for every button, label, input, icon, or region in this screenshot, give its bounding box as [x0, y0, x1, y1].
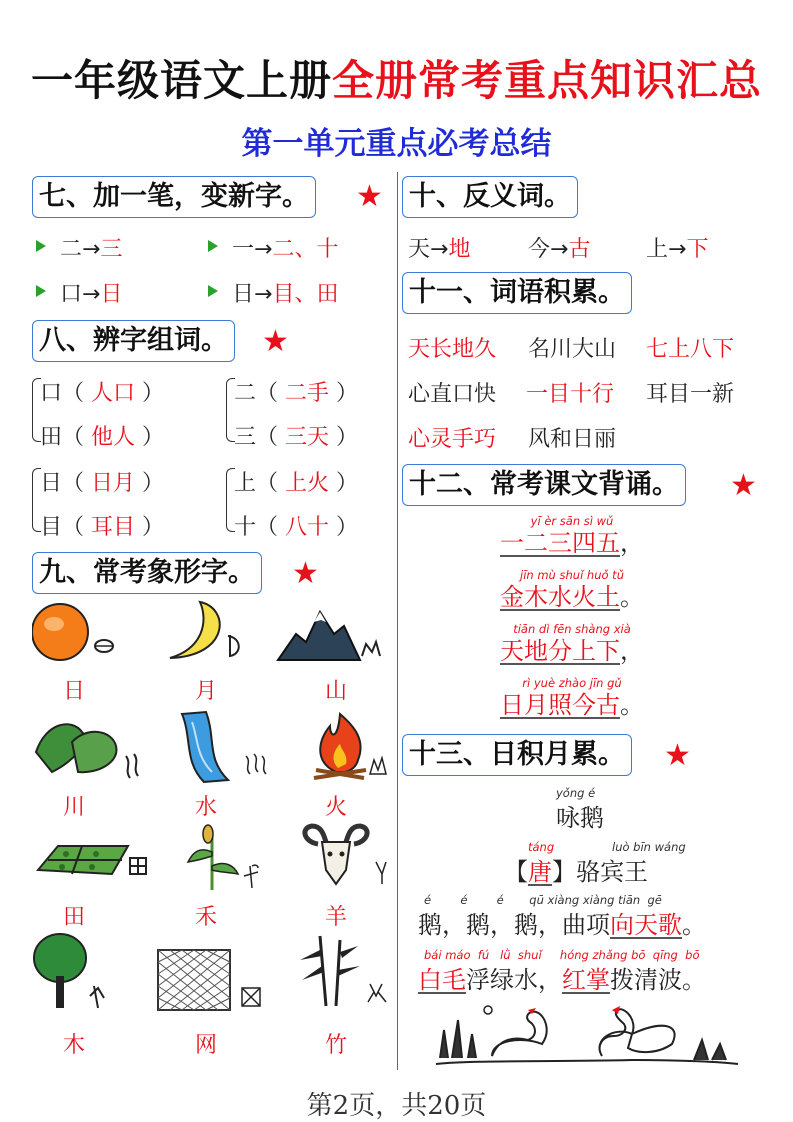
recite-line: rì yuè zhào jīn gǔ 日月照今古。 — [500, 676, 644, 719]
sheep-icon — [296, 822, 392, 890]
bullet-triangle-icon — [208, 240, 218, 252]
dynasty-pinyin: táng — [528, 840, 555, 854]
star-icon: ★ — [262, 324, 289, 359]
section-8-title: 八、辨字组词。 — [32, 320, 235, 362]
geese-illustration — [432, 1000, 742, 1072]
section-7-title: 七、加一笔，变新字。 — [32, 176, 316, 218]
char-label: 火 — [324, 795, 347, 820]
page-subtitle: 第一单元重点必考总结 — [241, 126, 552, 162]
bullet-triangle-icon — [36, 285, 46, 297]
poem-title: 咏鹅 — [556, 804, 604, 832]
s8-pair: 目（ 耳目 ） — [40, 515, 165, 540]
idiom: 天长地久 — [408, 337, 497, 362]
tree-icon — [32, 932, 142, 1012]
s8-pair: 口（ 人口 ） — [40, 381, 165, 406]
char-label: 网 — [194, 1033, 217, 1058]
s8-pair: 十（ 八十 ） — [234, 515, 359, 540]
star-icon: ★ — [292, 556, 319, 591]
idiom: 耳目一新 — [646, 382, 735, 407]
idiom: 心直口快 — [408, 382, 497, 407]
title-part2: 全册常考重点知识汇总 — [332, 56, 763, 105]
star-icon: ★ — [356, 179, 383, 214]
char-label: 日 — [62, 679, 85, 704]
title-part1: 一年级语文上册 — [30, 56, 332, 105]
s7-item: 一→二、十 — [232, 237, 339, 262]
mountain-icon — [276, 604, 384, 664]
recite-line: jīn mù shuǐ huǒ tǔ 金木水火土。 — [500, 568, 644, 611]
char-label: 田 — [62, 905, 85, 930]
char-label: 禾 — [194, 905, 217, 930]
section-13-title: 十三、日积月累。 — [402, 734, 632, 776]
char-label: 月 — [194, 679, 217, 704]
fire-icon — [308, 710, 390, 782]
char-label: 水 — [194, 795, 217, 820]
page-number: 第2页，共20页 — [306, 1091, 487, 1121]
sun-icon — [32, 600, 116, 664]
poem-line-2-pinyin: bái máo fú lǜ shuǐ hóng zhǎng bō qīng bō — [424, 948, 700, 962]
s8-pair: 田（ 他人 ） — [40, 425, 165, 450]
recite-line: yī èr sān sì wǔ 一二三四五， — [500, 514, 644, 557]
char-label: 木 — [62, 1033, 85, 1058]
s7-item: 日→目、田 — [232, 282, 339, 307]
idiom: 风和日丽 — [528, 427, 617, 452]
water-icon — [176, 708, 272, 784]
s8-pair: 日（ 日月 ） — [40, 471, 165, 496]
bullet-triangle-icon — [36, 240, 46, 252]
star-icon: ★ — [664, 738, 691, 773]
antonym-pair: 天→地 — [408, 237, 471, 262]
bullet-triangle-icon — [208, 285, 218, 297]
river-icon — [32, 712, 142, 782]
page-title — [0, 48, 793, 108]
poem-line-2: 白毛浮绿水，红掌拨清波。 — [418, 966, 706, 994]
s8-pair: 二（ 二手 ） — [234, 381, 359, 406]
idiom: 七上八下 — [646, 337, 735, 362]
column-divider — [397, 172, 398, 1070]
net-icon — [154, 944, 266, 1016]
moon-icon — [160, 598, 244, 664]
field-icon — [32, 830, 152, 890]
poem-line-1: 鹅，鹅，鹅，曲项向天歌。 — [418, 911, 706, 939]
s7-item: 口→日 — [60, 282, 123, 307]
s8-pair: 三（ 三天 ） — [234, 425, 359, 450]
section-12-title: 十二、常考课文背诵。 — [402, 464, 686, 506]
antonym-pair: 今→古 — [528, 237, 591, 262]
char-label: 山 — [324, 679, 347, 704]
char-label: 竹 — [324, 1033, 347, 1058]
char-label: 川 — [62, 795, 85, 820]
recite-line: tiān dì fēn shàng xià 天地分上下， — [500, 622, 644, 665]
poem-title-pinyin: yǒng é — [556, 786, 596, 800]
idiom: 心灵手巧 — [408, 427, 497, 452]
s7-item: 二→三 — [60, 237, 123, 262]
grain-icon — [182, 822, 268, 892]
idiom: 名川大山 — [528, 337, 617, 362]
char-label: 羊 — [324, 905, 347, 930]
author-pinyin: luò bīn wáng — [612, 840, 686, 854]
section-9-title: 九、常考象形字。 — [32, 552, 262, 594]
section-11-title: 十一、词语积累。 — [402, 272, 632, 314]
bamboo-icon — [296, 930, 392, 1010]
antonym-pair: 上→下 — [646, 237, 709, 262]
poem-author: 【唐】骆宾王 — [504, 858, 648, 886]
poem-line-1-pinyin: é é é qū xiàng xiàng tiān gē — [424, 893, 662, 907]
idiom: 一目十行 — [526, 382, 615, 407]
section-10-title: 十、反义词。 — [402, 176, 578, 218]
s8-pair: 上（ 上火 ） — [234, 471, 359, 496]
star-icon: ★ — [730, 468, 757, 503]
